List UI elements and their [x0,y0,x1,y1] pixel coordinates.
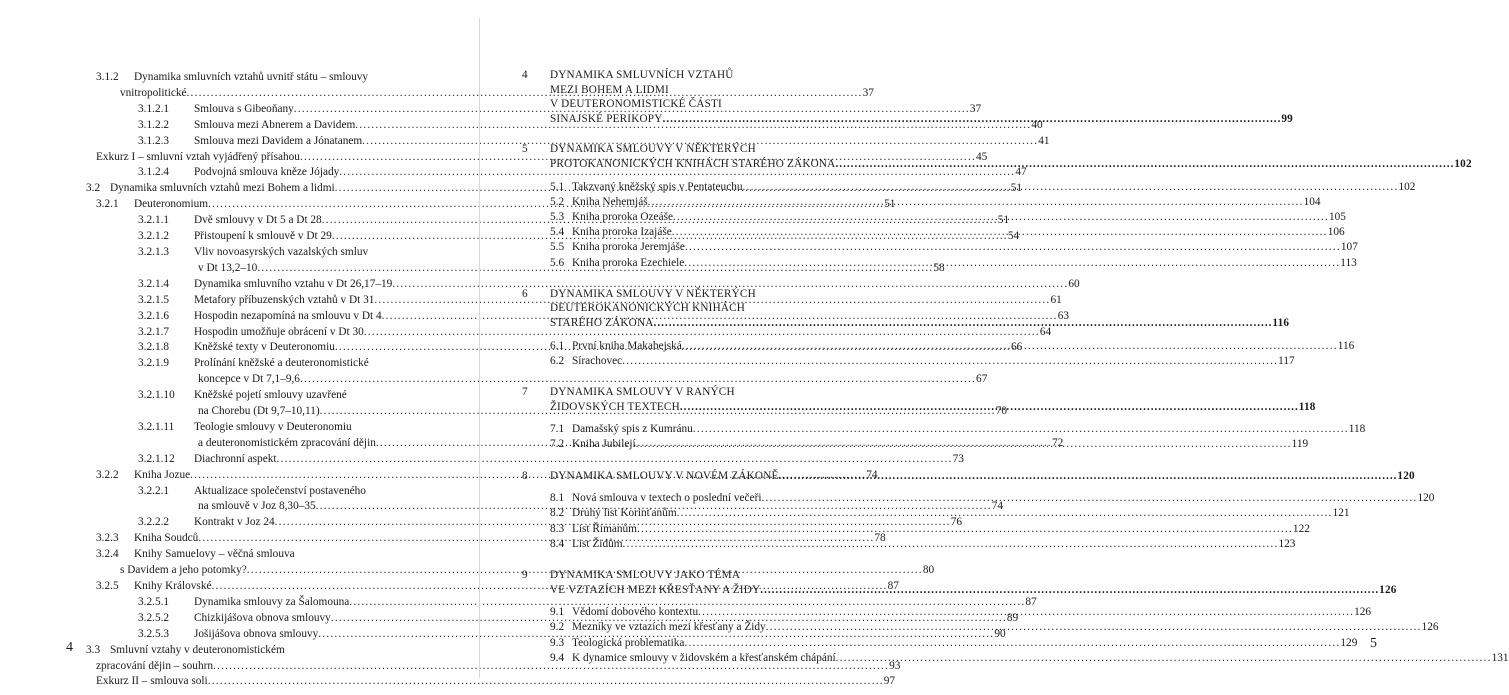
entry-page: 37 [969,102,982,115]
entry-title: Smlouva mezi Davidem a Jónatanem [194,134,363,147]
section-title: Kniha proroka Jeremjáše [572,241,685,254]
chapter-title-block [550,142,1472,171]
chapter-title-line [550,157,1472,172]
section-number: 6.2 [550,354,565,367]
section-page: 119 [1291,438,1309,451]
entry-title: Smluvní vztahy v deuteronomistickém [110,643,285,656]
dot-leader [761,491,1417,506]
dot-leader [352,420,421,436]
entry-title: Dvě smlouvy v Dt 5 a Dt 28 [194,214,322,227]
dot-leader [672,225,1328,240]
section-title: Druhý list Korinťanům [572,507,677,520]
section-page: 129 [1340,636,1358,649]
entry-number: 3.1.2.1 [138,102,170,115]
section-number: 5.2 [550,195,565,208]
section-title: List Římanům [572,522,637,535]
dot-leader [698,605,1354,620]
toc-entry [86,70,421,86]
dot-leader [636,437,1292,452]
entry-title: Vliv novoasyrských vazalských smluv [194,245,369,258]
entry-title: Hospodin umožňuje obrácení v Dt 30 [194,325,364,338]
entry-number: 3.2.5.1 [138,595,170,608]
section-number: 9.2 [550,621,565,634]
chapter-title-text: DYNAMIKA SMLOUVY V NĚKTERÝCH [550,143,756,156]
chapter-title-text: VE VZTAZÍCH MEZI KŘESŤANY A ŽIDY [550,583,761,596]
chapter-title-block [550,287,1289,331]
chapter-title-text: MEZI BOHEM A LIDMI [550,83,669,96]
entry-page: 74 [991,500,1004,513]
section-title: Kniha proroka Ezechiele [572,256,685,269]
dot-leader [835,157,1454,172]
toc-entry [86,674,896,690]
section-number: 5.1 [550,180,565,193]
chapter-title-text: STARÉHO ZÁKONA [550,316,654,329]
entry-number: 3.2.5.2 [138,611,170,624]
dot-leader [760,583,1379,598]
dot-leader [368,245,421,261]
section-entry [522,636,1358,651]
chapter-title-line [550,112,1293,127]
toc-entry [86,659,901,675]
entry-number: 3.1.2.3 [138,134,170,147]
dot-leader [368,70,421,86]
chapter-title-block [550,68,1293,126]
toc-entry [86,595,1037,611]
entry-number: 3.2.1.5 [138,293,170,306]
entry-page: 73 [952,452,964,465]
entry-title: Jošijášova obnova smlouvy [194,627,319,640]
section-number: 5.6 [550,256,565,269]
entry-page: 74 [866,468,878,481]
entry-number: 3.2.1.8 [138,341,170,354]
entry-page: 93 [889,659,901,672]
section-number: 9.1 [550,606,565,619]
entry-title: Aktualizace společenství postaveného [194,484,366,497]
toc-entry [86,372,988,388]
entry-number: 3.3 [86,643,101,656]
entry-title: Deuteronomium [134,198,209,211]
entry-title: koncepce v Dt 7,1–9,6 [198,373,300,386]
section-number: 5.5 [550,241,565,254]
entry-number: 3.2.2.2 [138,516,170,529]
section-page: 116 [1337,339,1355,352]
dot-leader [682,339,1338,354]
section-entry [522,180,1416,195]
dot-leader [622,354,1278,369]
entry-title: Smlouva mezi Abnerem a Davidem [194,118,356,131]
section-title: Teologická problematika [572,636,685,649]
entry-title: Prolínání kněžské a deuteronomistické [194,357,369,370]
entry-number: 3.2.3 [96,532,119,545]
entry-title: Kontrakt v Joz 24 [194,516,275,529]
dot-leader [366,484,421,500]
chapter-title-text: PROTOKANONICKÝCH KNIHÁCH STARÉHO ZÁKONA [550,157,836,170]
section-title: Damašský spis z Kumránu [572,423,693,436]
entry-title: vnitropolitické [120,86,187,99]
section-page: 104 [1303,195,1321,208]
chapter-title-block [550,568,1397,597]
entry-page: 80 [922,564,935,577]
section-entry [522,195,1321,210]
section-entry [522,437,1309,452]
entry-page: 61 [1050,293,1062,306]
entry-title: Hospodin nezapomíná na smlouvu v Dt 4 [194,309,382,322]
section-page: 113 [1340,256,1357,269]
section-page: 123 [1278,537,1296,550]
dot-leader [684,256,1340,271]
entry-page: 41 [1038,134,1050,147]
chapter-title-line [550,316,1289,331]
chapter-page: 126 [1379,583,1397,596]
entry-title: zpracování dějin – souhrn [96,659,214,672]
section-number: 9.4 [550,651,565,664]
section-number: 6.1 [550,339,565,352]
section-title: Vědomí dobového kontextu [572,606,699,619]
section-number: 8.3 [550,522,565,535]
entry-number: 3.2.2 [96,468,119,481]
entry-title: Podvojná smlouva kněze Jójady [194,166,340,179]
entry-title: Dynamika smlouvy za Šalomouna [194,595,350,608]
entry-page: 51 [997,214,1010,227]
section-title: Mezníky ve vztazích mezi křesťany a Židy [572,621,766,634]
entry-page: 87 [1025,595,1037,608]
chapter-title-block [550,385,1316,414]
toc-entry [86,547,421,563]
chapter-title-text: V DEUTERONOMISTICKÉ ČÁSTI [550,98,722,111]
chapter-title-line [550,469,1415,484]
toc-entry [86,325,1052,341]
right-page-number: 5 [1370,636,1377,651]
chapter-page: 99 [1281,112,1293,125]
section-title: Kniha proroka Ozeáše [572,210,673,223]
entry-title: Kniha Soudců [134,532,199,545]
entry-title: Diachronní aspekt [194,452,277,465]
chapter-title-text: DYNAMIKA SMLOUVY JAKO TÉMA [550,568,741,581]
entry-page: 64 [1039,325,1052,338]
entry-page: 51 [1010,182,1023,195]
entry-number: 3.2.1.1 [138,214,170,227]
chapter-page: 102 [1454,157,1472,170]
dot-leader [347,388,421,404]
chapter-title-block [550,469,1415,484]
entry-page: 45 [976,150,988,163]
section-entry [522,422,1366,437]
chapter-title-text: DYNAMIKA SMLOUVY V RANÝCH [550,385,735,398]
section-title: Nová smlouva v textech o poslední večeři [572,492,762,505]
entry-page: 37 [862,86,874,99]
section-title: List Židům [572,537,623,550]
chapter-number: 5 [522,143,528,156]
chapter-title-text: DYNAMIKA SMLOUVY V NĚKTERÝCH [550,287,756,300]
entry-title: Exkurz I – smluvní vztah vyjádřený přísahou [96,150,300,163]
entry-number: 3.2.1.12 [138,452,175,465]
dot-leader [623,537,1279,552]
section-entry [522,225,1345,240]
chapter-title-line [550,83,1293,98]
chapter-title-line [550,583,1397,598]
dot-leader [648,195,1304,210]
section-number: 7.1 [550,423,565,436]
entry-title: Kněžské pojetí smlouvy uzavřené [194,389,347,402]
chapter-page: 120 [1397,469,1415,482]
entry-page: 72 [1051,436,1064,449]
entry-page: 67 [976,373,988,386]
entry-page: 60 [1068,277,1080,290]
chapter-title-text: SINAJSKÉ PERIKOPY [550,112,663,125]
entry-number: 3.1.2.2 [138,118,170,131]
section-number: 7.2 [550,438,565,451]
entry-number: 3.2.1.4 [138,277,170,290]
entry-page: 70 [995,405,1008,418]
section-page: 117 [1278,354,1295,367]
entry-number: 3.2.1.11 [138,420,175,433]
section-page: 105 [1328,210,1346,223]
section-page: 120 [1417,492,1435,505]
entry-title: na Chorebu (Dt 9,7–10,11) [198,405,320,418]
entry-number: 3.2.4 [96,548,119,561]
section-page: 126 [1354,606,1372,619]
entry-title: Knihy Samuelovy – věčná smlouva [134,548,295,561]
section-entry [522,240,1358,255]
entry-title: Dynamika smluvních vztahů uvnitř státu – smlouvy [134,71,369,83]
chapter-title-line [550,287,1289,302]
entry-title: na smlouvě v Joz 8,30–35 [198,500,316,513]
section-page: 118 [1348,423,1366,436]
entry-title: a deuteronomistickém zpracování dějin [198,436,376,449]
entry-number: 3.2.5.3 [138,627,170,640]
entry-title: Knihy Královské [134,580,212,592]
section-entry [522,651,1509,666]
chapter-title-line [550,97,1293,112]
section-page: 102 [1398,180,1416,193]
dot-leader [673,210,1329,225]
entry-page: 54 [1007,230,1020,243]
entry-page: 97 [883,675,896,688]
section-title: Sírachovec [572,354,623,367]
section-entry [522,491,1435,506]
dot-leader [743,180,1399,195]
dot-leader [766,620,1422,635]
entry-number: 3.2 [86,182,101,195]
entry-title: s Davidem a jeho potomky? [120,564,247,577]
dot-leader [680,400,1299,415]
dot-leader [295,547,421,563]
chapter-title-line [550,68,1293,83]
entry-title: Dynamika smluvního vztahu v Dt 26,17–19 [194,277,393,290]
section-entry [522,354,1295,369]
section-title: K dynamice smlouvy v židovském a křesťanském chápání [572,651,836,664]
dot-leader [693,422,1349,437]
section-number: 8.2 [550,507,565,520]
toc-entry [86,165,1027,181]
entry-title: Dynamika smluvních vztahů mezi Bohem a lidmi [110,182,335,195]
dot-leader [663,112,1282,127]
chapter-page: 116 [1272,316,1290,329]
section-page: 122 [1292,522,1310,535]
section-page: 121 [1332,507,1350,520]
chapter-title-line [550,142,1472,157]
entry-title: v Dt 13,2–10 [198,261,258,274]
chapter-page: 118 [1298,400,1316,413]
chapter-heading [522,469,1415,484]
chapter-number: 6 [522,287,528,300]
section-number: 5.3 [550,210,565,223]
entry-page: 47 [1015,166,1027,179]
section-number: 5.4 [550,226,565,239]
section-title: Kniha Nehemjáš [572,195,648,208]
entry-number: 3.1.2.4 [138,166,170,179]
entry-title: Chizkijášova obnova smlouvy [194,611,331,624]
toc-entry [86,388,421,404]
toc-entry [86,277,1080,293]
section-page: 131 [1491,651,1509,664]
chapter-number: 8 [522,469,528,482]
section-page: 106 [1327,226,1345,239]
entry-page: 58 [933,261,945,274]
section-number: 8.1 [550,492,565,505]
entry-number: 3.2.1.7 [138,325,170,338]
entry-page: 40 [1031,118,1043,131]
chapter-title-text: DEUTEROKANONICKÝCH KNIHÁCH [550,302,746,315]
chapter-number: 7 [522,385,528,398]
entry-title: Přistoupení k smlouvě v Dt 29 [194,230,332,243]
entry-number: 3.2.1.6 [138,309,170,322]
chapter-title-text: DYNAMIKA SMLUVNÍCH VZTAHŮ [550,69,734,81]
chapter-title-text: DYNAMIKA SMLOUVY V NOVÉM ZÁKONĚ [550,469,779,482]
entry-title: Kniha Jozue [134,468,191,481]
entry-title: Kněžské texty v Deuteronomiu [194,341,335,354]
chapter-number: 4 [522,69,528,81]
entry-page: 76 [950,516,963,529]
entry-title: Exkurz II – smlouva soli [96,675,208,688]
chapter-title-line [550,400,1316,415]
chapter-title-line [550,301,1289,316]
section-title: Kniha Jubilejí [572,438,636,451]
chapter-heading [522,568,1397,597]
toc-entry [86,420,421,436]
section-title: Takzvaný kněžský spis v Pentateuchu [572,180,743,193]
entry-title: Teologie smlouvy v Deuteronomiu [194,420,352,433]
dot-leader [836,651,1492,666]
section-entry [522,537,1296,552]
section-page: 107 [1340,241,1358,254]
entry-page: 66 [1010,341,1023,354]
chapter-title-line [550,568,1397,583]
dot-leader [779,469,1398,484]
entry-page: 63 [1057,309,1070,322]
toc-entry [86,643,421,659]
entry-number: 3.1.2 [96,71,119,83]
toc-entry [86,484,421,500]
entry-page: 90 [994,627,1006,640]
chapter-number: 9 [522,568,528,581]
dot-leader [285,643,421,659]
entry-number: 3.2.5 [96,580,119,592]
dot-leader [369,356,421,372]
section-page: 126 [1421,621,1439,634]
dot-leader [637,522,1293,537]
section-number: 8.4 [550,537,565,550]
section-title: První kniha Makabejská [572,339,682,352]
entry-number: 3.2.1.3 [138,245,170,258]
entry-number: 3.2.1.9 [138,357,170,370]
entry-number: 3.2.1.10 [138,389,175,402]
entry-number: 3.2.1 [96,198,119,211]
dot-leader [685,240,1341,255]
entry-page: 51 [884,198,896,211]
dot-leader [654,316,1273,331]
toc-entry [86,245,421,261]
entry-title: Smlouva s Gibeoňany [194,102,294,115]
entry-page: 87 [887,580,899,592]
section-title: Kniha proroka Izajáše [572,226,672,239]
section-number: 9.3 [550,636,565,649]
entry-title: Metafory příbuzenských vztahů v Dt 31 [194,293,375,306]
toc-entry [86,356,421,372]
entry-number: 3.2.2.1 [138,484,170,497]
left-page-number: 4 [66,640,73,655]
entry-page: 78 [874,532,886,545]
dot-leader [684,636,1340,651]
entry-page: 89 [1006,611,1019,624]
entry-number: 3.2.1.2 [138,230,170,243]
chapter-title-text: ŽIDOVSKÝCH TEXTECH [550,400,680,413]
chapter-title-line [550,385,1316,400]
toc-entry [86,452,964,468]
dot-leader [677,506,1333,521]
